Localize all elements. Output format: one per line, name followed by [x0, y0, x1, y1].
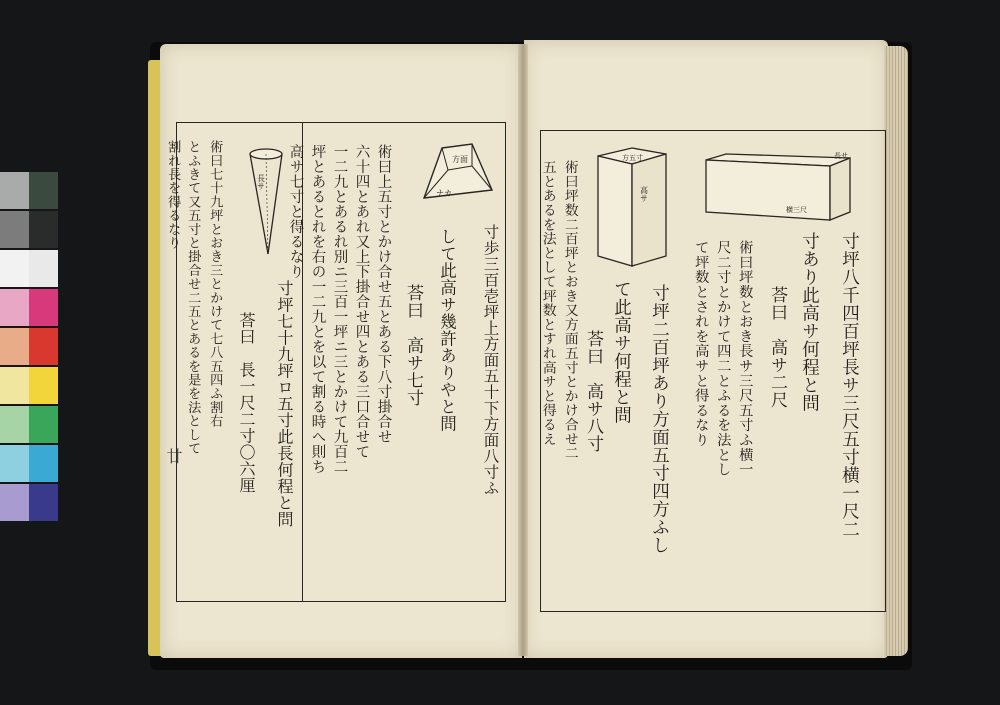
- color-swatch: [0, 172, 29, 209]
- color-swatch: [29, 406, 58, 443]
- left-text-column-2: して此高サ幾許ありやと問: [437, 228, 457, 432]
- left-text-column-3: 荅曰 高サ七寸: [403, 284, 423, 407]
- color-swatch: [0, 367, 29, 404]
- color-swatch: [0, 445, 29, 482]
- color-swatch: [29, 172, 58, 209]
- right-text-column-4: 術曰坪数とおき長サ三尺五寸ふ横一: [737, 240, 754, 477]
- right-text-column-6: て坪数とされを高サと得るなり: [693, 240, 710, 448]
- color-swatch: [29, 289, 58, 326]
- right-text-column-2: 寸あり此高サ何程と問: [799, 232, 820, 412]
- page-edges: [884, 46, 908, 656]
- color-swatch: [0, 289, 29, 326]
- left-text-column-11: 術曰七十九坪とおき三とかけて七八五四ふ割右: [207, 140, 223, 428]
- book-gutter: [518, 44, 528, 656]
- prism-side-label: 高サ: [639, 186, 649, 202]
- color-swatch: [0, 250, 29, 287]
- left-text-column-13: 割れ長を得るなり: [165, 140, 181, 250]
- color-swatch: [29, 445, 58, 482]
- folio-number: 廿: [164, 448, 183, 464]
- right-text-column-9: 荅曰 高サ八寸: [583, 330, 603, 453]
- right-text-column-5: 尺二寸とかけて四二とふるを法とし: [715, 240, 732, 477]
- left-text-column-6: 一二九とあるれ別ニ三百一坪ニ三とかけて九百二: [331, 144, 348, 474]
- left-text-column-10: 荅曰 長一尺二寸〇六厘: [237, 312, 256, 494]
- color-swatch: [0, 328, 29, 365]
- box-top-label: 長サ: [834, 152, 848, 160]
- left-text-column-1: 寸歩三百壱坪上方面五十下方面八寸ふ: [481, 224, 500, 496]
- color-swatch: [29, 328, 58, 365]
- right-text-column-7: 寸坪二百坪あり方面五寸四方ふし: [649, 284, 670, 554]
- color-swatch: [29, 250, 58, 287]
- right-text-column-3: 荅曰 高サ二尺: [767, 286, 787, 409]
- box-side-label: 横三尺: [786, 206, 807, 214]
- cone-label: 長サ: [256, 174, 266, 190]
- color-swatch: [29, 367, 58, 404]
- frustum-top-label: 方面: [452, 155, 468, 164]
- right-text-column-10: 術曰坪数二百坪とおき又方面五寸とかけ合せ二: [561, 160, 578, 461]
- box-diagram: [702, 150, 858, 226]
- color-swatch: [29, 484, 58, 521]
- frustum-side-label: ナカ: [436, 189, 452, 198]
- left-text-column-12: とふきて又五寸と掛合せ二五とあるを是を法として: [185, 140, 201, 456]
- left-text-column-7: 坪とあるとれを右の一二九とを以て割る時へ則ち: [309, 144, 326, 474]
- right-text-column-8: て此高サ何程と問: [611, 280, 632, 424]
- right-text-column-11: 五とあるを法として坪数とすれ高サと得るえ: [539, 160, 556, 446]
- color-calibration-strip: [0, 172, 58, 524]
- left-text-column-5: 六十四とあれ又上下掛合せ四とある三口合せて: [353, 144, 370, 459]
- right-text-column-1: 寸坪八千四百坪長サ三尺五寸横一尺二: [839, 232, 860, 538]
- color-swatch: [0, 484, 29, 521]
- left-text-column-4: 術曰上五寸とかけ合せ五とある下八寸掛合せ: [375, 144, 392, 444]
- left-text-column-9: 寸坪七十九坪ロ五寸此長何程と問: [275, 280, 294, 528]
- color-swatch: [0, 406, 29, 443]
- color-swatch: [29, 211, 58, 248]
- prism-top-label: 方五寸: [622, 154, 643, 162]
- frustum-diagram: [412, 140, 498, 210]
- color-swatch: [0, 211, 29, 248]
- prism-diagram: [594, 142, 672, 270]
- left-text-column-8: 高サ七寸と得るなり: [287, 144, 304, 279]
- cone-diagram: [246, 146, 290, 256]
